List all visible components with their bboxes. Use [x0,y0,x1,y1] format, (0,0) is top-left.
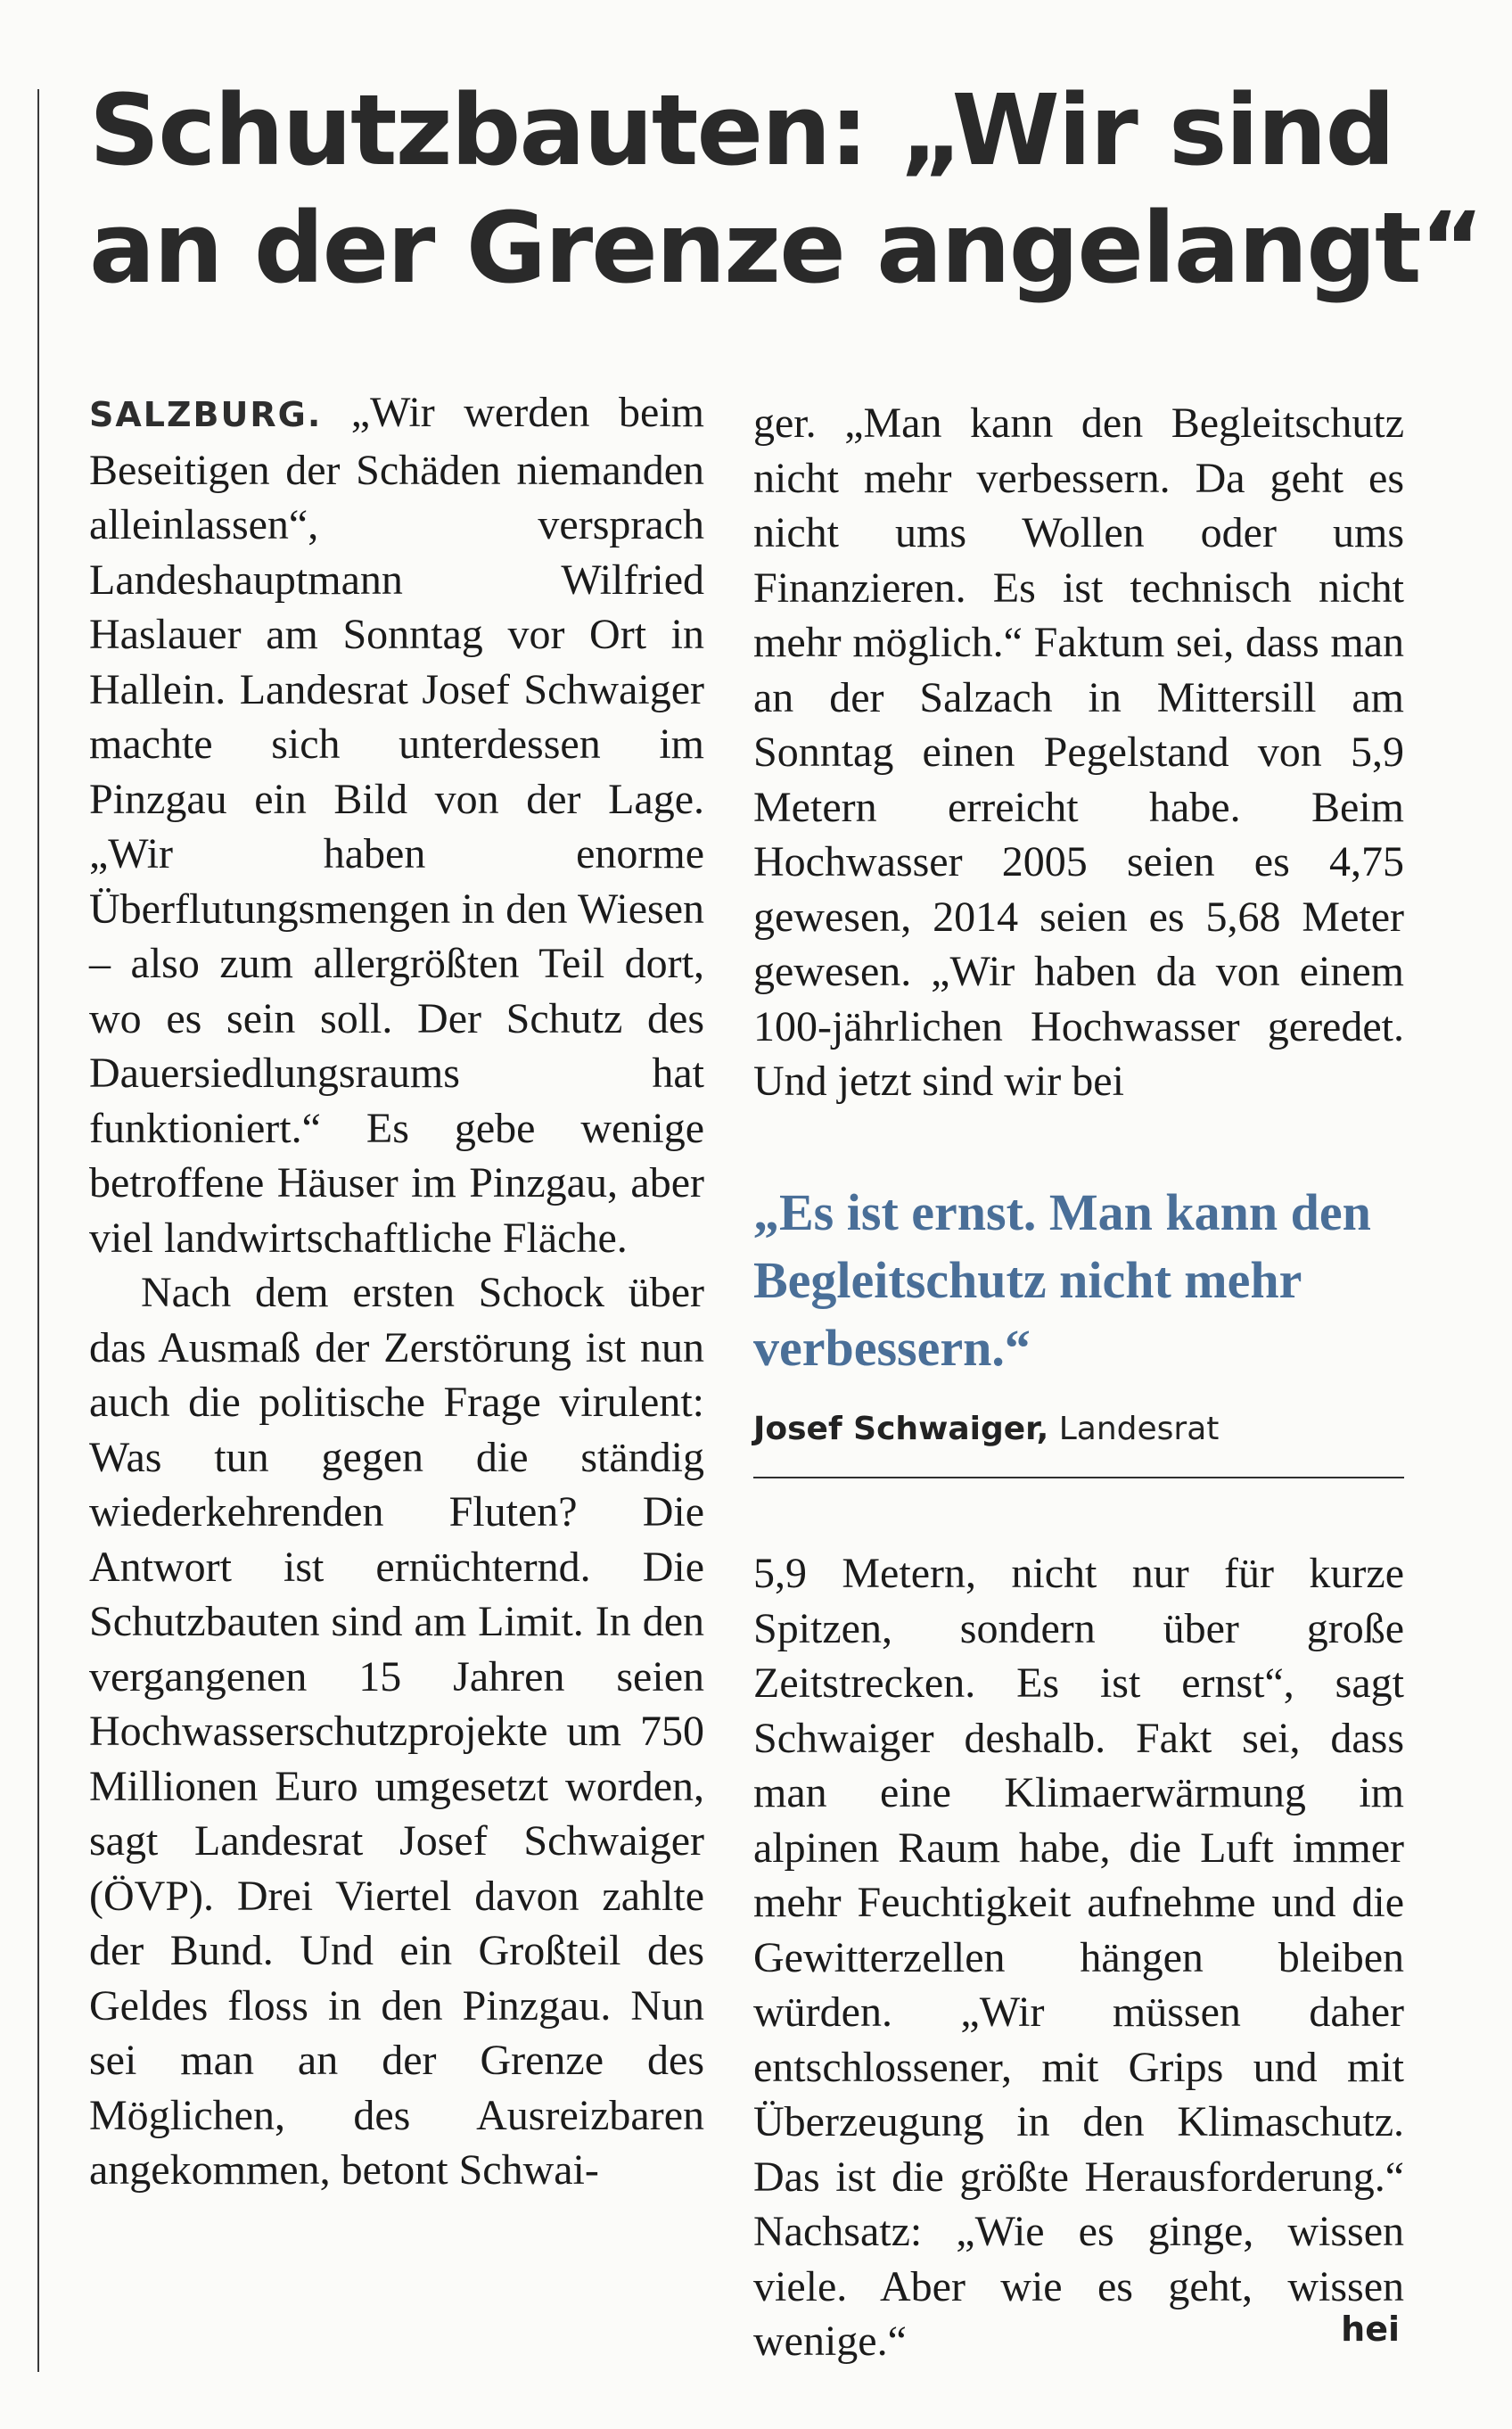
pull-quote-attribution [753,1411,1413,1447]
article-column-right-top [753,396,1404,1109]
headline [89,71,1483,307]
pull-quote-role: Landesrat [1058,1411,1220,1447]
article-column-left [89,385,704,2198]
pull-quote-name: Josef Schwaiger, [753,1411,1049,1447]
article-paragraph-4: 5,9 Metern, nicht nur für kurze Spitzen, sondern über große Zeitstrecken. Es ist ernst“, sagt Schwaiger deshalb. Fakt sei, dass man eine Klimaerwärmung im alpinen Raum habe, die Luft immer mehr Feuchtigkeit aufnehme und die Gewitterzellen hängen bleiben würden. „Wir müssen daher entschlossener, mit Grips und mit Überzeugung in den Klimaschutz. Das ist die größte Herausforderung.“ Nachsatz: „Wie es ginge, wissen viele. Aber wie es geht, wissen wenige.“ [753,1550,1404,2365]
dateline: SALZBURG. [89,395,323,434]
pull-quote: „Es ist ernst. Man kann den Begleitschutz nicht mehr verbessern.“ [753,1183,1371,1377]
pull-quote-divider [753,1477,1404,1478]
article-paragraph-1-text: „Wir werden beim Beseitigen der Schäden niemanden alleinlassen“, versprach Landeshauptmann Wilfried Haslauer am Sonntag vor Ort in Hallein. Landesrat Josef Schwaiger machte sich unterdessen im Pinzgau ein Bild von der Lage. „Wir haben enorme Überflutungsmengen in den Wiesen – also zum allergrößten Teil dort, wo es sein soll. Der Schutz des Dauersiedlungsraums hat funktioniert.“ Es gebe wenige betroffene Häuser im Pinzgau, aber viel landwirtschaftliche Fläche. [89,389,704,1262]
article-column-right-bottom [753,1546,1404,2369]
article-paragraph-2: Nach dem ersten Schock über das Ausmaß der Zerstörung ist nun auch die politische Frage virulent: Was tun gegen die ständig wiederkehrenden Fluten? Die Antwort ist ernüchternd. Die Schutzbauten sind am Limit. In den vergangenen 15 Jahren seien Hochwasserschutzprojekte um 750 Millionen Euro umgesetzt worden, sagt Landesrat Josef Schwaiger (ÖVP). Drei Viertel davon zahlte der Bund. Und ein Großteil des Geldes floss in den Pinzgau. Nun sei man an der Grenze des Möglichen, des Ausreizbaren angekommen, betont Schwai- [89,1269,704,2194]
article-paragraph-1 [89,385,704,1265]
author-tag: hei [1341,2310,1400,2349]
headline-line-1: Schutzbauten: „Wir sind [89,73,1394,187]
article-paragraph-3: ger. „Man kann den Begleitschutz nicht mehr verbessern. Da geht es nicht ums Wollen oder ums Finanzieren. Es ist technisch nicht mehr möglich.“ Faktum sei, dass man an der Salzach in Mittersill am Sonntag einen Pegelstand von 5,9 Metern erreicht habe. Beim Hochwasser 2005 seien es 4,75 gewesen, 2014 seien es 5,68 Meter gewesen. „Wir haben da von einem 100-jährlichen Hochwasser geredet. Und jetzt sind wir bei [753,399,1404,1105]
headline-line-2: an der Grenze angelangt“ [89,191,1483,305]
column-rule [37,89,39,2372]
